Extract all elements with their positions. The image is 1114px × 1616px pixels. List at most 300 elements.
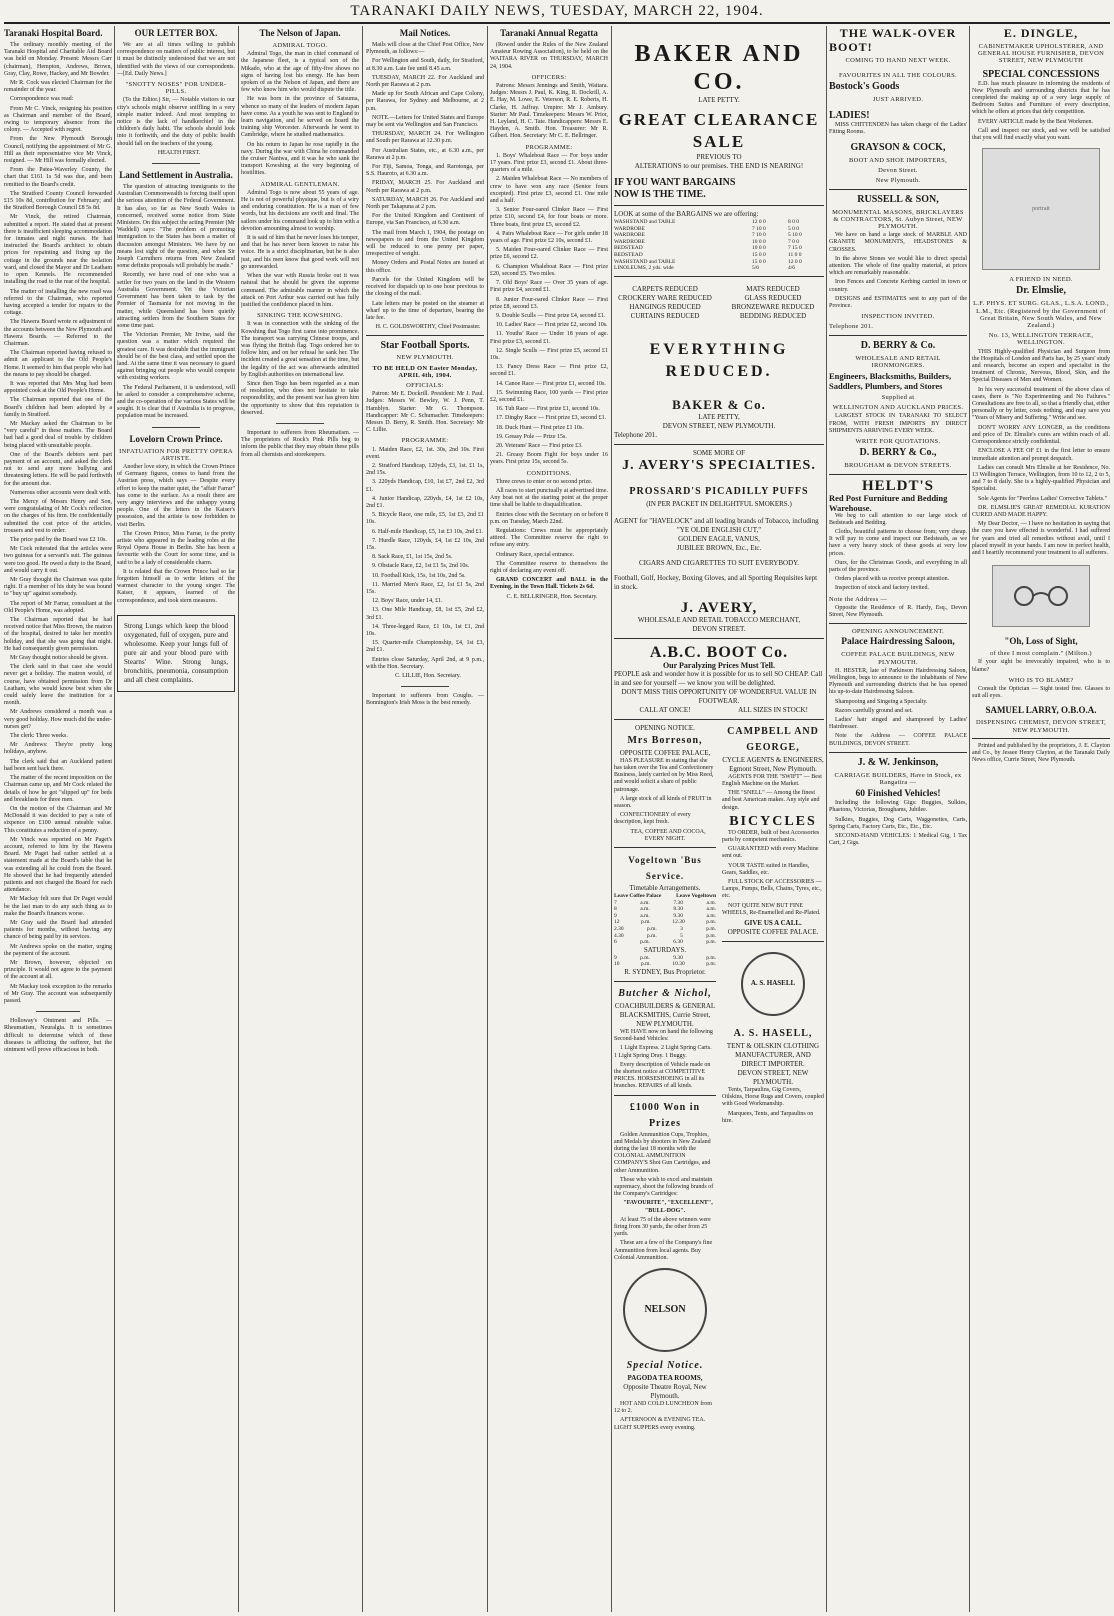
bus-time-cell: p.m.: [706, 925, 716, 932]
seal-text: A. S. HASELL: [750, 979, 796, 988]
bus-col-header: Leave Vogeltown: [676, 892, 716, 899]
notice-paragraph: SATURDAY, MARCH 26. For Auckland and North per Takapuna at 2 p.m.: [366, 196, 484, 211]
bus-col-header: Leave Coffee Palace: [614, 892, 662, 899]
ad-title: BAKER & Co.: [672, 396, 766, 412]
programme-item: 3. Senior Four-oared Clinker Race — First prize £10, second £4, for four boats or more. Three boats, first prize £5, second £2.: [490, 207, 608, 228]
ad-text: A FRIEND IN NEED.: [1009, 276, 1073, 284]
price-list-was: 7 10 0: [752, 232, 766, 239]
ad-paragraph: My Dear Doctor, — I have no hesitation in saying that the cure you have effected is wonderful. I had suffered for years and tried all remedies without avail, until I placed myself in your hands. I am now in perfect health, and I heartily recommend your treatment to all sufferers.: [972, 521, 1110, 556]
article-paragraph: (To the Editor.) Sir, — Notable visitors to our city's schools might observe sniffling in a very simple matter indeed. And most tempting to notice is the lack of handkerchief in the children's daily habit. The schools should look into it forthwith, and the duty of public health should fall on the teachers of the young.: [117, 97, 235, 147]
article-subheading: NEW PLYMOUTH.: [396, 354, 454, 362]
bus-timetable-row: [614, 900, 716, 907]
article-paragraph: Mr R. Cock was elected Chairman for the remainder of the year.: [4, 80, 112, 94]
bus-time-cell: a.m.: [640, 899, 650, 906]
article-paragraph: It is said of him that he never loses his temper, and that he has never been known to raise his voice. He is a strict disciplinarian, but he is also just, and his men know that good work will not go unrewarded.: [241, 235, 359, 270]
article-paragraph: The Crown Prince, Miss Farrar, is the pretty artiste who appeared in the leading roles at the Royal Opera House in Berlin. She has been a favourite with the Court for some time, and is said to be a lady of considerable charm.: [117, 530, 235, 566]
bus-timetable-row: [614, 955, 716, 962]
bus-time-cell: 6.30: [673, 939, 683, 946]
ad-text: FAVOURITES IN ALL THE COLOURS.: [838, 72, 957, 80]
article-paragraph: Recently, we have read of one who was a settler for two years on the land in the Western Australia Government. Yet the Victorian Government has been taken to task by the Premier of Tasmania for not moving in the matter, while Queensland has been quietly attracting settlers from the Southern States for some time past.: [117, 272, 235, 329]
notice-paragraph: Important to sufferers from Coughs. — Bonnington's Irish Moss is the best remedy.: [366, 693, 484, 707]
ad-paragraph: Golden Ammunition Cups, Trophies, and Medals by shooters in New Zealand during the last 18 months with the COLONIAL AMMUNITION COMPANY'S Shot Gun Cartridges, and other Ammunition.: [614, 1131, 711, 1174]
ad-title: £1000 Won in Prizes: [629, 1101, 701, 1129]
ad-subtitle: LATE PETTY.: [698, 96, 740, 104]
bus-time-cell: 6: [614, 939, 617, 946]
ad-address: DEVON STREET, NEW PLYMOUTH.: [737, 1069, 809, 1086]
notice-paragraph: THURSDAY, MARCH 24. For Wellington and South per Rarawa at 12.30 p.m.: [366, 131, 484, 145]
separator: [829, 189, 967, 190]
price-list-name: WASHSTAND and TABLE: [614, 219, 676, 225]
article-subheading: "SNOTTY NOSES" FOR UNDER-PILLS.: [125, 81, 227, 96]
ad-text: PEOPLE ask and wonder how it is possible for us to sell SO CHEAP. Call in and see for yourself — we know you will be delighted.: [614, 669, 823, 687]
hasell-seal-stamp: [741, 952, 805, 1016]
notice-paragraph: For Australian States, etc., at 6.30 a.m., per Rarawa at 2 p.m.: [366, 147, 484, 161]
article-subheading: SINKING THE KOWSHING.: [257, 312, 343, 320]
programme-item: 12. Single Sculls — First prize £5, second £1 10s.: [490, 347, 608, 361]
price-list-item: [614, 239, 824, 246]
programme-item: 18. Duck Hunt — First prize £1 10s.: [496, 424, 584, 431]
bus-time-cell: 2.30: [614, 925, 624, 932]
article-paragraph: The ordinary monthly meeting of the Taranaki Hospital and Charitable Aid Board was held on Monday. Present: Messrs Carr (chairman), Hempton, Andrews, Brown, Gray, Clay, Rowe, Hackey, and Mr Bowder.: [4, 42, 112, 77]
ad-text: SOME MORE OF: [692, 448, 746, 457]
ad-paragraph: Inspection of stock and factory invited.: [835, 585, 929, 592]
article-paragraph: Mr Mackay felt sure that Dr Paget would be the last man to do any such thing as to make the Board's finances worse.: [4, 896, 112, 917]
article-paragraph: Mr Vinck was reported on Mr Paget's account, referred to him by the Hawera Board. Mr Paget had rather settled at a statement made at the Board's table that he was extending all he could from the Board. He showed that he had frequently attended patients and not charged the Board for each attendance.: [4, 836, 112, 894]
programme-item: 6. Half-mile Handicap, £5, 1st £3 10s, 2nd £1.: [372, 528, 484, 535]
price-list-was: 5/6: [752, 265, 760, 272]
column-regatta: [490, 26, 608, 1612]
ad-paragraph: CONFECTIONERY of every description, kept fresh.: [614, 812, 691, 826]
ad-text: Opposite Theatre Royal, New Plymouth.: [623, 1383, 707, 1400]
article-subheading: TO BE HELD ON Easter Monday, APRIL 4th, 1904.: [372, 364, 478, 379]
ad-text: OPENING NOTICE.: [635, 723, 695, 732]
article-subheading: CONDITIONS.: [526, 469, 572, 477]
article-paragraph: The report of Mr Farrar, consultant at the Old People's Home, was adopted.: [4, 600, 112, 614]
ad-text: Football, Golf, Hockey, Boxing Gloves, and all Sporting Requisites kept in stock.: [614, 573, 818, 591]
notice-paragraph: For Wellington and South, daily, for Stratford, at 8.30 a.m. Late fee until 8.45 a.m.: [366, 58, 484, 72]
article-paragraph: The Federal Parliament, it is understood, will be asked to consider a comprehensive scheme, and the co-operation of the various States will be sought. It is clear that if Australia is to progress, population must be increased.: [117, 384, 235, 420]
separator: [36, 1011, 79, 1012]
separator: [829, 474, 967, 475]
programme-item: 6. Champion Whaleboat Race — First prize £20, second £5. Two miles.: [490, 263, 608, 277]
programme-item: 14. Canoe Race — First prize £1, second 10s.: [496, 380, 606, 387]
programme-item: 11. Youths' Race — Under 18 years of age. First prize £3, second £1.: [490, 331, 608, 345]
lower-ads-left: [614, 724, 716, 1434]
ad-address: No. 13, WELLINGTON TERRACE, WELLINGTON.: [988, 332, 1094, 347]
ad-address: New Plymouth.: [875, 177, 921, 185]
article-paragraph: Correspondence was read:: [10, 96, 74, 103]
lungs-ad-box: [117, 615, 235, 692]
masthead: TARANAKI DAILY NEWS, TUESDAY, MARCH 22, 1904.: [350, 3, 764, 19]
ad-paragraph: GUARANTEED with every Machine sent out.: [722, 846, 819, 860]
article-heading: Lovelorn Crown Prince.: [129, 433, 223, 444]
ad-text: SATURDAYS.: [643, 945, 687, 954]
ad-text: "YE OLDE ENGLISH CUT,": [676, 525, 762, 534]
ad-paragraph: TEA, COFFEE AND COCOA, EVERY NIGHT.: [630, 828, 706, 842]
separator: [614, 638, 824, 639]
notice-paragraph: For Fiji, Samoa, Tonga, and Rarotonga, per S.S. Hauroto, at 6.30 a.m.: [366, 164, 484, 178]
ad-paragraph: Note the Address — COFFEE PALACE BUILDINGS, DEVON STREET.: [829, 733, 967, 747]
lower-ads: [614, 724, 824, 1434]
price-list-was: 7 10 0: [752, 225, 766, 232]
abc-footer: [614, 706, 824, 715]
ad-text: DON'T MISS THIS OPPORTUNITY OF WONDERFUL VALUE IN FOOTWEAR.: [621, 687, 817, 705]
programme-item: 20. Veterans' Race — First prize £3.: [496, 442, 583, 449]
ad-paragraph: 1 Light Express. 2 Light Spring Carts. 1 Light Spring Dray. 1 Buggy.: [614, 1045, 712, 1059]
bus-time-cell: 12: [614, 919, 620, 926]
bus-timetable-row: [614, 933, 716, 940]
price-list-was: 15 0 0: [752, 251, 766, 258]
ad-text: Note the Address —: [829, 595, 888, 603]
price-list-now: 5 0 0: [788, 225, 799, 232]
programme-item: 11. Married Men's Race, £2, 1st £1 5s, 2nd 15s.: [366, 581, 484, 595]
ad-title: D. BERRY & Co.: [860, 339, 936, 351]
programme-item: 1. Boys' Whaleboat Race — For boys under 17 years. First prize £3, second £1. About three-quarters of a mile.: [490, 152, 608, 174]
ad-phone: Telephone 201.: [829, 323, 874, 331]
notice-paragraph: Money Orders and Postal Notes are issued at this office.: [366, 260, 484, 274]
price-list-item: [614, 232, 824, 239]
ad-paragraph: Call and inspect our stock, and we will be satisfied that you will find exactly what you want.: [972, 127, 1110, 142]
ad-text: COACHBUILDERS & GENERAL BLACKSMITHS, Currie Street, NEW PLYMOUTH.: [614, 1001, 716, 1028]
ad-paragraph: HAS PLEASURE in stating that she has taken over the Tea and Confectionery Business, lately carried on by Miss Reed, and would solicit a share of public patronage.: [614, 757, 714, 793]
article-paragraph: The price paid by the Board was £2 10s.: [10, 537, 107, 543]
programme-item: 5. Maiden Four-oared Clinker Race — First prize £6, second £2.: [490, 247, 608, 261]
ad-title: PAGODA TEA ROOMS,: [627, 1374, 703, 1382]
ad-title: E. DINGLE,: [1003, 26, 1079, 40]
ad-title: CAMPBELL AND GEORGE,: [727, 725, 819, 753]
bus-time-cell: 9.30: [673, 912, 683, 919]
article-subheading: INFATUATION FOR PRETTY OPERA ARTISTE.: [119, 447, 233, 462]
bus-time-cell: p.m.: [706, 932, 716, 939]
programme-item: 15. Quarter-mile Championship, £4, 1st £3, 2nd £1.: [366, 640, 484, 654]
notice-paragraph: For the United Kingdom and Continent of Europe, via San Francisco, at 6.30 a.m.: [366, 213, 484, 227]
ad-title: RUSSELL & SON,: [857, 193, 939, 205]
programme-item: 16. Tub Race — First prize £1, second 10s.: [496, 406, 600, 413]
reduced-item: BRONZEWARE REDUCED: [731, 302, 815, 311]
ad-text: WHO IS TO BLAME?: [1008, 676, 1074, 684]
article-heading: Mail Notices.: [399, 28, 451, 38]
ad-paragraph: THE "SNELL" — Among the finest and best American makes. Any style and design.: [722, 790, 820, 811]
ad-text: of thee I most complain." (Milton.): [990, 650, 1092, 658]
price-list-was: 10 0 0: [752, 238, 766, 245]
ad-title: Special Notice.: [626, 1360, 704, 1371]
ad-paragraph: DON'T WORRY ANY LONGER, as the conditions and price of Dr. Elmslie's cures are within reach of all. Correspondence strictly confidential.: [972, 424, 1110, 446]
ad-paragraph: Sole Agents for "Peerless Ladies' Corrective Tablets.": [978, 495, 1107, 502]
ad-paragraph: SECOND-HAND VEHICLES: 1 Medical Gig, 1 Tax Cart, 2 Gigs.: [829, 833, 967, 847]
column-rule: [611, 26, 612, 1612]
article-paragraph: Numerous other accounts were dealt with.: [10, 489, 112, 496]
price-list-item: [614, 245, 824, 252]
bus-time-cell: a.m.: [640, 912, 650, 919]
ad-headline: Our Paralyzing Prices Must Tell.: [662, 660, 776, 670]
ad-paragraph: Opposite the Residence of R. Hardy, Esq., Devon Street, New Plymouth.: [829, 604, 967, 618]
lower-ads-right: [722, 724, 824, 1434]
ad-title: SAMUEL LARRY, O.B.O.A.: [985, 705, 1097, 716]
article-paragraph: The Hawera Board wrote re adjustment of the accounts between the New Plymouth and Hawera Boards. — Referred to the Chairman.: [4, 319, 112, 347]
column-mail-notices: [366, 26, 484, 1612]
article-paragraph: We are at all times willing to publish correspondence on matters of public interest, but it must be distinctly understood that we are not identified with the views of our correspondents.—[Ed. Daily News.]: [117, 42, 235, 77]
ad-title: HELDT'S: [861, 477, 935, 494]
bus-time-cell: 8: [614, 906, 617, 913]
ad-paragraph: LARGEST STOCK IN TARANAKI TO SELECT FROM, WITH FRESH IMPORTS BY DIRECT SHIPMENTS ARRIVING EVERY WEEK.: [829, 413, 967, 434]
price-list-now: 12 0 0: [788, 258, 802, 265]
article-paragraph: From the Patea-Waverley County, the chart that £161 1s 5d was due, and been remitted to the Board's credit.: [4, 167, 112, 188]
ad-paragraph: Ladies' hair singed and shampooed by Ladies' Hairdresser.: [829, 716, 967, 731]
ad-paragraph: Those who wish to excel and maintain supremacy, shoot the following brands of the Company's Cartridges:: [614, 1176, 714, 1198]
article-heading: Taranaki Annual Regatta: [500, 28, 598, 38]
column-rule: [114, 26, 115, 1612]
separator: [722, 941, 824, 942]
article-paragraph: The Chairman reported that he had received notice that Miss Brown, the matron of the hospital, desired to take her month's holiday, and that she was going that night. He had consequently given permission.: [4, 617, 112, 652]
nelson-seal-stamp: [623, 1268, 707, 1352]
price-list-name: WARDROBE: [614, 225, 645, 232]
bus-time-cell: p.m.: [706, 961, 716, 968]
reduced-item: CARPETS REDUCED: [632, 284, 698, 293]
reduced-list: [614, 285, 824, 321]
notice-paragraph: Made up for South African and Cape Colony, per Rarawa, for Sydney and Melbourne, at 2 p.m.: [366, 91, 484, 112]
article-heading: Taranaki Hospital Board.: [4, 28, 103, 38]
programme-item: 12. Boys' Race, under 14, £1.: [372, 598, 443, 605]
ad-text: WHOLESALE AND RETAIL TOBACCO MERCHANT,: [637, 615, 801, 624]
price-list-name: WASHSTAND and TABLE: [614, 258, 676, 265]
seal-text: NELSON: [644, 1304, 686, 1316]
bus-time-cell: 9: [614, 912, 617, 919]
bus-timetable-header: [614, 893, 716, 900]
bus-time-cell: 10: [614, 961, 620, 968]
notice-paragraph: NOTE.—Letters for United States and Europe may be sent via Wellington and San Francisco.: [366, 114, 484, 129]
ad-paragraph: Ours, for the Christmas Goods, and everything in all parts of the province.: [829, 559, 967, 573]
ad-paragraph: We have on hand a large stock of MARBLE AND GRANITE MONUMENTS, HEADSTONES & CROSSES.: [829, 232, 967, 253]
article-paragraph: The clerk: Three weeks.: [10, 733, 68, 740]
price-list-name: WARDROBE: [614, 238, 645, 245]
ad-paragraph: TO ORDER, built of best Accessories parts by competent mechanics.: [722, 829, 820, 843]
bus-time-cell: p.m.: [706, 954, 716, 961]
ad-paragraph: If your sight be irrevocably impaired, who is to blame?: [972, 659, 1110, 673]
ad-title: Mrs Borreson,: [627, 734, 703, 746]
programme-item: 8. Junior Four-oared Clinker Race — First prize £8, second £3.: [490, 296, 608, 310]
ad-text: GOLDEN EAGLE, VANUS,: [678, 534, 760, 543]
ad-headline: EVERYTHING REDUCED.: [649, 340, 789, 380]
bus-time-cell: p.m.: [641, 961, 651, 968]
ad-title: Vogeltown 'Bus Service.: [628, 854, 702, 881]
ad-text: JUBILEE BROWN, Etc., Etc.: [676, 543, 762, 552]
ad-paragraph: THIS Highly-qualified Physician and Surgeon from the Hospitals of London and Paris has, by 25 years' study and research, become an expert and specialist in the treatment of Chronic, Nervous, Blood, Skin, and the Special Diseases of Men and Women.: [972, 348, 1110, 384]
ad-paragraph: Cloths, beautiful patterns to choose from; very cheap. It will pay to come and inspect our Bedsteads, as we have a very heavy stock of these goods at very low prices.: [829, 528, 967, 557]
ad-text: BOOT AND SHOE IMPORTERS,: [848, 157, 948, 165]
ad-paragraph: Sulkies, Buggies, Dog Carts, Waggonettes, Carts, Spring Carts, Factory Carts, Etc., Etc., Etc.: [829, 816, 967, 830]
ad-text: CIGARS AND CIGARETTES TO SUIT EVERYBODY.: [638, 558, 800, 567]
separator: [401, 686, 448, 687]
article-paragraph: On the motion of the Chairman and Mr McDonald it was decided to pay a rate of sixpence on £100 annual rateable value. This constitutes a reduction of a penny.: [4, 805, 112, 834]
ad-paragraph: Tents, Tarpaulins, Gig Covers, Oilskins, Horse Rugs and Covers, coupled with Good Workmanship.: [722, 1087, 824, 1108]
bus-time-cell: a.m.: [706, 906, 716, 913]
ad-paragraph: In the above Stones we would like to direct special attention. The whole of fine quality material, at prices which are remarkably reasonable.: [829, 255, 967, 277]
price-list-was: 10 0 0: [752, 245, 766, 252]
price-list-item: [614, 252, 824, 259]
ad-paragraph: Iron Fences and Concrete Kerbing carried in town or country.: [829, 279, 967, 293]
article-paragraph: Mr Gray said the Board had attended patients for months, without having any chance of being paid by its services.: [4, 919, 112, 941]
ad-text: JUST ARRIVED.: [872, 96, 924, 104]
notice-paragraph: Ordinary Race, special entrance.: [496, 551, 575, 558]
notice-paragraph: Mails will close at the Chief Post Office, New Plymouth, as follows:—: [366, 42, 484, 56]
ad-text: TENT & OILSKIN CLOTHING MANUFACTURER, AND DIRECT IMPORTER.: [726, 1042, 820, 1068]
separator: [614, 205, 824, 206]
column-hospital-board: [4, 26, 112, 1612]
ad-text: L.F. PHYS. ET SURG. GLAS., L.S.A. LOND., L.M., Etc. (Registered by the Government of Great Britain, New South Wales, and New Zealand.): [973, 300, 1109, 330]
ad-text: PREVIOUS TO: [696, 153, 742, 161]
column-rule: [362, 26, 363, 1612]
ad-headline: Engineers, Blacksmiths, Builders, Saddlers, Plumbers, and Stores: [829, 371, 952, 392]
ad-paragraph: Ladies can consult Mrs Elmslie at her Residence, No. 13 Wellington Terrace, Wellington, from 10 to 12, 2 to 5, and 7 to 8 daily. She is a highly-qualified Physician and Specialist.: [972, 464, 1110, 493]
article-paragraph: The question of attracting immigrants to the Australian Commonwealth is forcing itself upon the serious attention of the Federal Government. It has also, so far as New South Wales is concerned, received some notice from State Ministers. On this subject the acting Premier (Mr Waddell) says: "The problem of promoting immigration to the States has been a matter of discussion amongst Ministers. We have by no means lost sight of the question, and when Sir Joseph Carruthers returns from New Zealand some definite proposals will probably be made.": [117, 184, 235, 270]
ad-paragraph: H. HESTER, late of Parkinson Hairdressing Saloon, Wellington, begs to announce to the inhabitants of New Plymouth and surrounding districts that he has opened his up-to-date Hairdressing Saloon.: [829, 667, 967, 696]
ad-paragraph: Including the following Gigs: Buggies, Sulkies, Phaetons, Victorias, Broughams, Jubilee.: [829, 800, 967, 814]
notice-paragraph: Three crews to enter or no second prize.: [496, 478, 593, 485]
separator: [614, 1095, 716, 1096]
column-rule: [238, 26, 239, 1612]
price-list-item: [614, 226, 824, 233]
article-paragraph: The Stratford County Council forwarded £15 10s 8d, contribution for February; and the Stratford Borough Council £8 5s 8d.: [4, 190, 112, 212]
ad-title: BOOT!: [829, 40, 873, 54]
column-rule: [826, 26, 827, 1612]
price-list-now: 4/6: [788, 265, 796, 272]
ad-paragraph: MISS CHITTENDEN has taken charge of the Ladies' Fitting Rooms.: [829, 121, 967, 135]
programme-item: 14. Three-legged Race, £1 10s, 1st £1, 2nd 10s.: [366, 623, 484, 638]
ad-headline: BICYCLES: [729, 813, 817, 829]
ad-paragraph: ENCLOSE A FEE OF £1 in the first letter to ensure immediate attention and prompt despatch.: [972, 448, 1110, 462]
separator: [152, 427, 199, 428]
ad-paragraph: Every description of Vehicle made on the shortest notice at COMPETITIVE PRICES. HORSESHOEING in all its branches. REPAIRS of all kinds.: [614, 1061, 711, 1090]
price-list-was: 12 0 0: [752, 219, 766, 225]
notice-paragraph: Late letters may be posted on the steamer at wharf up to the time of departure, bearing the late fee.: [366, 300, 484, 321]
notice-signature: H. C. GOLDSWORTHY, Chief Postmaster.: [375, 324, 481, 331]
article-paragraph: It was in connection with the sinking of the Kowshing that Togo first came into prominence. The transport was carrying Chinese troops, and was flying the British flag. Togo ordered her to follow him, and on her refusal he sank her. The incident created a great sensation at the time, but the legality of the act was afterwards admitted by English authorities on international law.: [241, 321, 359, 378]
programme-item: 2. Maiden Whaleboat Race — No members of crew to have won any race (Senior fours excepted). First prize £3, second £1. One mile and a half.: [490, 176, 608, 205]
article-paragraph: Mr Andrews spoke on the matter, urging the payment of the account.: [4, 943, 112, 957]
ad-address: DEVON STREET.: [692, 624, 746, 633]
article-paragraph: Mr Brown, however, objected on principle. It would not agree to the payment of the account at all.: [4, 959, 112, 981]
bus-time-cell: 4.30: [614, 932, 624, 939]
bus-time-cell: p.m.: [706, 939, 716, 946]
bus-time-cell: 9.30: [673, 954, 683, 961]
notice-paragraph: GRAND CONCERT and BALL in the Evening, in the Town Hall. Tickets 2s 6d.: [490, 577, 608, 591]
separator: [972, 738, 1110, 739]
programme-item: 17. Dinghy Race — First prize £3, second £1.: [496, 415, 607, 422]
ad-address: DEVON STREET, NEW PLYMOUTH.: [662, 421, 776, 430]
ad-paragraph: A large stock of all kinds of FRUIT in season.: [614, 795, 712, 809]
article-paragraph: It was reported that Mrs Mug had been appointed cook at the Old People's Home.: [4, 380, 112, 395]
article-paragraph: The clerk said that an Auckland patient had been sent back there.: [4, 758, 112, 772]
ad-paragraph: We beg to call attention to our large stock of Bedsteads and Bedding.: [829, 512, 967, 526]
reduced-item: CROCKERY WARE REDUCED: [618, 293, 712, 302]
article-paragraph: The matter of the recent imposition on the Chairman came up, and Mr Cock related the details of how he got "slipped up" for beds and breakfasts for three men.: [4, 775, 112, 803]
ad-address: BROUGHAM & DEVON STREETS.: [844, 462, 952, 470]
ad-text: CYCLE AGENTS & ENGINEERS, Egmont Street, New Plymouth.: [722, 755, 824, 773]
ad-title: A. S. HASELL,: [733, 1028, 813, 1039]
bus-time-cell: p.m.: [641, 919, 651, 926]
ad-block-baker: [614, 26, 824, 1612]
notice-paragraph: Entries close with the Secretary on or before 8 p.m. on Tuesday, March 22nd.: [490, 511, 608, 525]
ad-paragraph: DESIGNS and ESTIMATES sent to any part of the Province.: [829, 295, 967, 310]
notice-paragraph: Entries close Saturday, April 2nd, at 9 p.m., with the Hon. Secretary.: [366, 656, 484, 670]
ad-text: Supplied at: [881, 394, 915, 402]
article-paragraph: Mr Mackay took exception to the remarks of Mr Gray. The account was subsequently passed.: [4, 983, 112, 1004]
programme-item: 21. Greasy Boom Fight for boys under 16 years. First prize 15s, second 5s.: [490, 452, 608, 466]
reduced-item: CURTAINS REDUCED: [630, 311, 700, 320]
programme-item: 7. Old Boys' Race — Over 35 years of age. First prize £4, second £1.: [490, 280, 608, 294]
notice-signature: C. E. BELLRINGER, Hon. Secretary.: [506, 593, 598, 600]
bus-time-cell: p.m.: [646, 932, 657, 939]
ad-title: J. AVERY'S SPECIALTIES.: [622, 457, 816, 473]
ad-headline: SPECIAL CONCESSIONS: [982, 68, 1100, 80]
bus-time-cell: 3: [680, 925, 683, 932]
article-paragraph: Mr Vinck, the retired Chairman, submitted a report. He stated that at present there is insufficient sleeping accommodation for inmates and night nurses. He had instructed the Board's architect to obtain prices for repainting and fixing up the cottage in the grounds near the isolation ward, and closed the Mayor and Dr Leatham to open Kennels. He recommended installing the road to the rear of the hospital.: [4, 214, 112, 286]
ad-text: DISPENSING CHEMIST, DEVON STREET, NEW PLYMOUTH.: [975, 719, 1107, 734]
programme-item: 3. 220yds Handicap, £10, 1st £7, 2nd £2, 3rd £1.: [366, 479, 484, 493]
article-subheading: ADMIRAL GENTLEMAN.: [260, 180, 340, 188]
ad-address: OPPOSITE COFFEE PALACE,: [619, 748, 711, 757]
bus-time-cell: 7: [614, 899, 617, 906]
column-letter-box: [117, 26, 235, 1612]
bus-time-cell: p.m.: [646, 925, 657, 932]
ad-title: THE WALK-OVER: [839, 26, 957, 40]
price-list-name: LINOLEUMS, 2 yds. wide: [614, 265, 674, 272]
article-paragraph: Mr Gray thought the Chairman was quite right. If a member of his duty he was bound to "buy up" against somebody.: [4, 577, 112, 598]
separator: [829, 752, 967, 753]
masthead-rule: [4, 22, 1110, 24]
ad-address: Devon Street.: [878, 167, 918, 175]
column-right-ads-a: [829, 26, 967, 1612]
separator: [614, 719, 824, 720]
notice-paragraph: Patrons: Messrs Jennings and Smith, Waitara. Judges: Messrs J. Paul, K. King, R. Dockrill, A. E. Hay, M. Lowe, E. Veterson, R. E. Roberts, H. Clarke, H. Jaffray. Umpire: Mr J. Ambury. Starter: Mr Paul. Timekeepers: Messrs W. Prior, H. Leyland, H. C. Tate. Handicappers: Messrs E. Hayden, A. Smith. Hon. Treasurer: Mr R. Gilbert. Hon. Secretary: Mr C. E. Bellringer.: [490, 83, 608, 140]
ad-title: D. BERRY & Co.,: [859, 447, 937, 459]
bus-timetable-row: [614, 906, 716, 913]
article-paragraph: Admiral Togo is now about 55 years of age. He is not of powerful physique, but is of a wiry and enduring constitution. He is a man of few words, but his decisions are swift and final. The sailors under his command look up to him with a devotion amounting almost to worship.: [241, 189, 359, 232]
bus-time-cell: 9: [614, 954, 617, 961]
separator: [614, 981, 716, 982]
separator: [614, 276, 824, 277]
separator: [829, 335, 967, 336]
programme-item: 5. Bicycle Race, one mile, £5, 1st £3, 2nd £1 10s.: [366, 512, 484, 526]
ad-text: COFFEE PALACE BUILDINGS, NEW PLYMOUTH.: [841, 651, 955, 666]
column-rule: [969, 26, 970, 1612]
price-list-name: BEDSTEAD: [614, 251, 643, 258]
ad-paragraph: FULL STOCK OF ACCESSORIES — Lamps, Pumps, Bells, Chains, Tyres, etc., etc.: [722, 878, 822, 900]
ad-text: (IN PER PACKET IN DELIGHTFUL SMOKERS.): [646, 499, 792, 508]
ad-paragraph: At least 75 of the above winners were firing from 30 yards, the other from 25 yards.: [614, 1216, 711, 1238]
notice-paragraph: FRIDAY, MARCH 25. For Auckland and North per Rarawa at 2 p.m.: [366, 180, 484, 194]
separator: [614, 847, 716, 848]
programme-item: 2. Stratford Handicap, 120yds, £3, 1st. £1 1s, 2nd 15s.: [366, 462, 484, 477]
ad-paragraph: HOT AND COLD LUNCHEON from 12 to 2.: [614, 1401, 712, 1415]
ad-title: Palace Hairdressing Saloon,: [841, 637, 955, 648]
ad-text: CABINETMAKER UPHOLSTERER, AND GENERAL HOUSE FURNISHER, DEVON STREET, NEW PLYMOUTH: [977, 43, 1105, 65]
notice-paragraph: Regulations: Crews must be appropriately attired. The Committee reserve the right to refuse any entry.: [490, 527, 608, 549]
column-nelson-of-japan: [241, 26, 359, 1612]
programme-item: 9. Double Sculls — First prize £4, second £1.: [496, 312, 606, 319]
article-subheading: ADMIRAL TOGO.: [272, 42, 328, 49]
notice-paragraph: Patron: Mr E. Dockrill. President: Mr J. Paul. Judges: Messrs W. Bewley, W. J. Penn, T. Hamblyn. Starter: Mr G. Thompson. Handicapper: Mr C. Schumacher. Timekeepers: Messrs D. Berry, R. Smith. Hon. Secretary: Mr C. Lillie.: [366, 391, 484, 434]
article-paragraph: Admiral Togo, the man in chief command of the Japanese fleet, is a typical son of the Mikado, who at the age of fifty-five shows no signs of having lost his energy. He has been spoken of as the Nelson of Japan, and there are few who know him who would dispute the title.: [241, 51, 359, 94]
article-heading: OUR LETTER BOX.: [134, 28, 218, 38]
programme-item: 9. Obstacle Race, £2, 1st £1 5s, 2nd 10s.: [372, 563, 470, 570]
column-right-ads-b: [972, 26, 1110, 1612]
ad-text: ALL SIZES IN STOCK!: [738, 705, 808, 714]
reduced-item: HANGINGS REDUCED: [629, 302, 701, 311]
ad-text: WRITE FOR QUOTATIONS.: [855, 438, 941, 446]
article-subheading: OFFICERS:: [531, 73, 567, 81]
portrait-engraving: [982, 148, 1100, 270]
